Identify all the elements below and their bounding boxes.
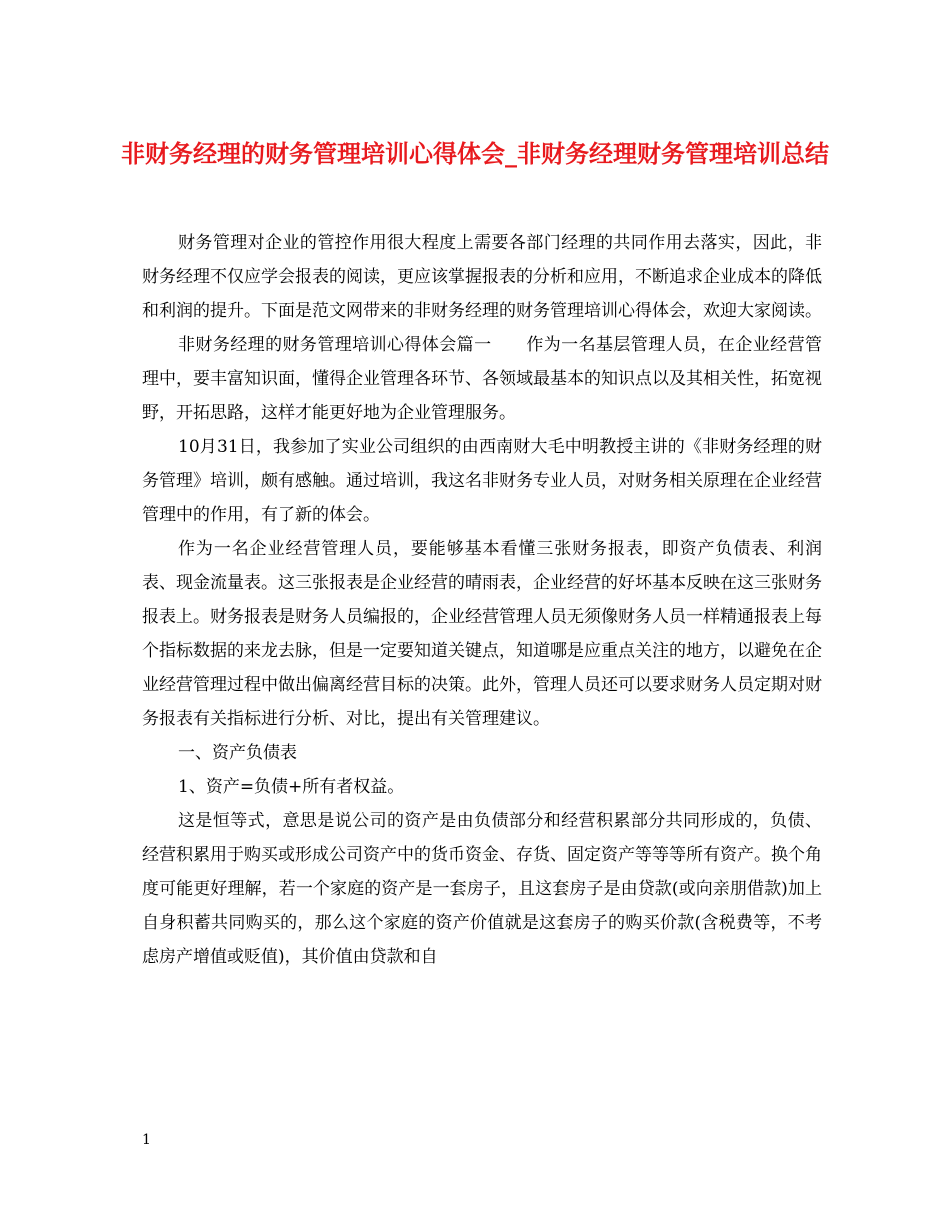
page-number: 1 bbox=[142, 1132, 151, 1148]
paragraph-intro: 财务管理对企业的管控作用很大程度上需要各部门经理的共同作用去落实，因此，非财务经理不仅应学会报表的阅读，更应该掌握报表的分析和应用，不断追求企业成本的降低和利润的提升。下面是范文网带来的非财务经理的财务管理培训心得体会，欢迎大家阅读。 bbox=[142, 233, 822, 321]
paragraph-training: 10月31日，我参加了实业公司组织的由西南财大毛中明教授主讲的《非财务经理的财务管理》培训，颇有感触。通过培训，我这名非财务专业人员，对财务相关原理在企业经营管理中的作用，有了新的体会。 bbox=[142, 437, 822, 525]
document-body bbox=[142, 226, 822, 974]
paragraph-article-one: 非财务经理的财务管理培训心得体会篇一 作为一名基层管理人员，在企业经营管理中，要丰富知识面，懂得企业管理各环节、各领域最基本的知识点以及其相关性，拓宽视野，开拓思路，这样才能更好地为企业管理服务。 bbox=[142, 335, 822, 423]
document-title: 非财务经理的财务管理培训心得体会_非财务经理财务管理培训总结 bbox=[121, 140, 829, 168]
section-heading-balance-sheet: 一、资产负债表 bbox=[178, 743, 297, 763]
paragraph-three-statements: 作为一名企业经营管理人员，要能够基本看懂三张财务报表，即资产负债表、利润表、现金流量表。这三张报表是企业经营的晴雨表，企业经营的好坏基本反映在这三张财务报表上。财务报表是财务人员编报的，企业经营管理人员无须像财务人员一样精通报表上每个指标数据的来龙去脉，但是一定要知道关键点，知道哪是应重点关注的地方，以避免在企业经营管理过程中做出偏离经营目标的决策。此外，管理人员还可以要求财务人员定期对财务报表有关指标进行分析、对比，提出有关管理建议。 bbox=[142, 539, 822, 729]
paragraph-equation-explanation: 这是恒等式，意思是说公司的资产是由负债部分和经营积累部分共同形成的，负债、经营积累用于购买或形成公司资产中的货币资金、存货、固定资产等等等所有资产。换个角度可能更好理解，若一个家庭的资产是一套房子，且这套房子是由贷款(或向亲朋借款)加上自身积蓄共同购买的，那么这个家庭的资产价值就是这套房子的购买价款(含税费等，不考虑房产增值或贬值)，其价值由贷款和自 bbox=[142, 811, 822, 967]
paragraph-equation: 1、资产=负债+所有者权益。 bbox=[178, 777, 405, 797]
